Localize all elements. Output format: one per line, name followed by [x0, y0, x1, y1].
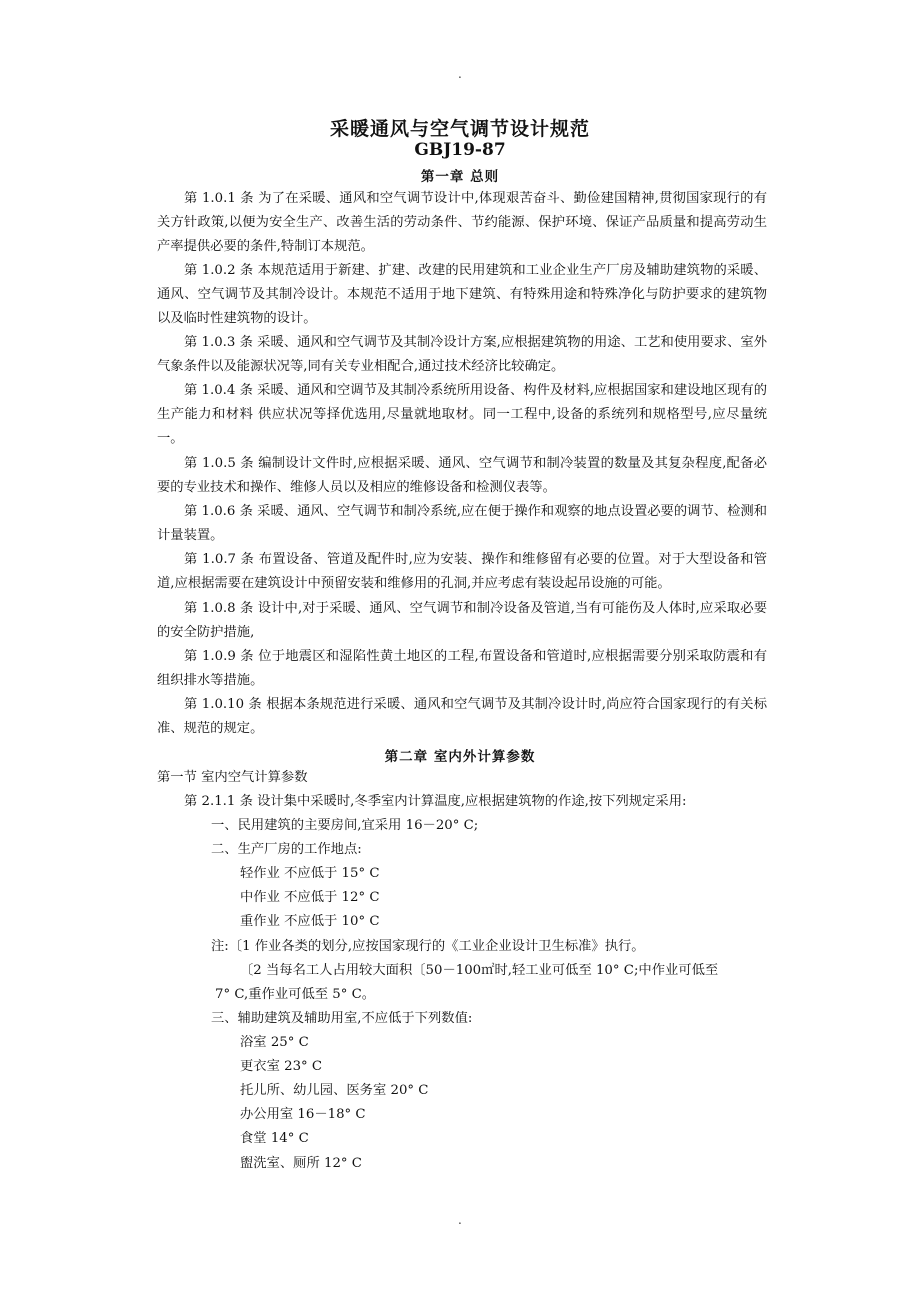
- work-level-medium: 中作业 不应低于 12° C: [240, 890, 380, 905]
- document-title: 采暖通风与空气调节设计规范: [329, 118, 590, 140]
- chapter2-heading: 第二章 室内外计算参数: [384, 749, 536, 765]
- room-nursery: 托儿所、幼儿园、医务室 20° C: [240, 1083, 429, 1098]
- footer-dot: .: [458, 1213, 462, 1227]
- article-1-0-9: 第 1.0.9 条 位于地震区和湿陷性黄土地区的工程,布置设备和管道时,应根据需要分别采取防震和有组织排水等措施。: [157, 649, 767, 688]
- note-2: 〔2 当每名工人占用较大面积〔50－100㎡时,轻工业可低至 10° C;中作业可低至: [240, 963, 719, 978]
- article-1-0-10: 第 1.0.10 条 根据本条规范进行采暖、通风和空气调节及其制冷设计时,尚应符合国家现行的有关标准、规范的规定。: [157, 697, 767, 736]
- note-2-continued: 7° C,重作业可低至 5° C。: [215, 987, 376, 1002]
- article-1-0-1: 第 1.0.1 条 为了在采暖、通风和空气调节设计中,体现艰苦奋斗、勤俭建国精神,贯彻国家现行的有关方针政策,以便为安全生产、改善生活的劳动条件、节约能源、保护环境、保证产品质量和提高劳动生产率提供必要的条件,特制订本规范。: [157, 191, 767, 254]
- article-1-0-4: 第 1.0.4 条 采暖、通风和空调节及其制冷系统所用设备、构件及材料,应根据国家和建设地区现有的生产能力和材料 供应状况等择优选用,尽量就地取材。同一工程中,设备的系统列和规格型号,应尽量统一。: [157, 383, 767, 446]
- article-1-0-3: 第 1.0.3 条 采暖、通风和空气调节及其制冷设计方案,应根据建筑物的用途、工艺和使用要求、室外气象条件以及能源状况等,同有关专业相配合,通过技术经济比较确定。: [157, 335, 767, 374]
- chapter1-heading: 第一章 总则: [420, 169, 500, 185]
- document-code: GBJ19-87: [414, 140, 506, 160]
- work-level-light: 轻作业 不应低于 15° C: [240, 866, 380, 881]
- article-2-1-1: 第 2.1.1 条 设计集中采暖时,冬季室内计算温度,应根据建筑物的作途,按下列规定采用:: [184, 794, 687, 809]
- room-office: 办公用室 16－18° C: [240, 1107, 366, 1122]
- work-level-heavy: 重作业 不应低于 10° C: [240, 914, 380, 929]
- room-locker: 更衣室 23° C: [240, 1059, 323, 1074]
- header-dot: .: [458, 67, 462, 81]
- article-1-0-6: 第 1.0.6 条 采暖、通风、空气调节和制冷系统,应在便于操作和观察的地点设置必要的调节、检测和计量装置。: [157, 504, 767, 543]
- article-1-0-7: 第 1.0.7 条 布置设备、管道及配件时,应为安装、操作和维修留有必要的位置。对于大型设备和管道,应根据需要在建筑设计中预留安装和维修用的孔洞,并应考虑有装设起吊设施的可能。: [157, 552, 767, 591]
- room-canteen: 食堂 14° C: [240, 1131, 309, 1146]
- item-auxiliary-rooms: 三、辅助建筑及辅助用室,不应低于下列数值:: [211, 1011, 473, 1026]
- item-civil-buildings: 一、民用建筑的主要房间,宜采用 16－20° C;: [211, 818, 479, 833]
- note-1: 注:〔1 作业各类的划分,应按国家现行的《工业企业设计卫生标准》执行。: [211, 939, 645, 954]
- section1-heading: 第一节 室内空气计算参数: [157, 770, 308, 785]
- room-washroom: 盥洗室、厕所 12° C: [240, 1156, 362, 1171]
- article-1-0-8: 第 1.0.8 条 设计中,对于采暖、通风、空气调节和制冷设备及管道,当有可能伤及人体时,应采取必要的安全防护措施,: [157, 601, 767, 640]
- item-factory-workplace: 二、生产厂房的工作地点:: [211, 842, 362, 857]
- article-1-0-2: 第 1.0.2 条 本规范适用于新建、扩建、改建的民用建筑和工业企业生产厂房及辅助建筑物的采暖、通风、空气调节及其制冷设计。本规范不适用于地下建筑、有特殊用途和特殊净化与防护要求的建筑物以及临时性建筑物的设计。: [157, 263, 767, 326]
- article-1-0-5: 第 1.0.5 条 编制设计文件时,应根据采暖、通风、空气调节和制冷装置的数量及其复杂程度,配备必要的专业技术和操作、维修人员以及相应的维修设备和检测仪表等。: [157, 456, 767, 495]
- room-bathroom: 浴室 25° C: [240, 1035, 309, 1050]
